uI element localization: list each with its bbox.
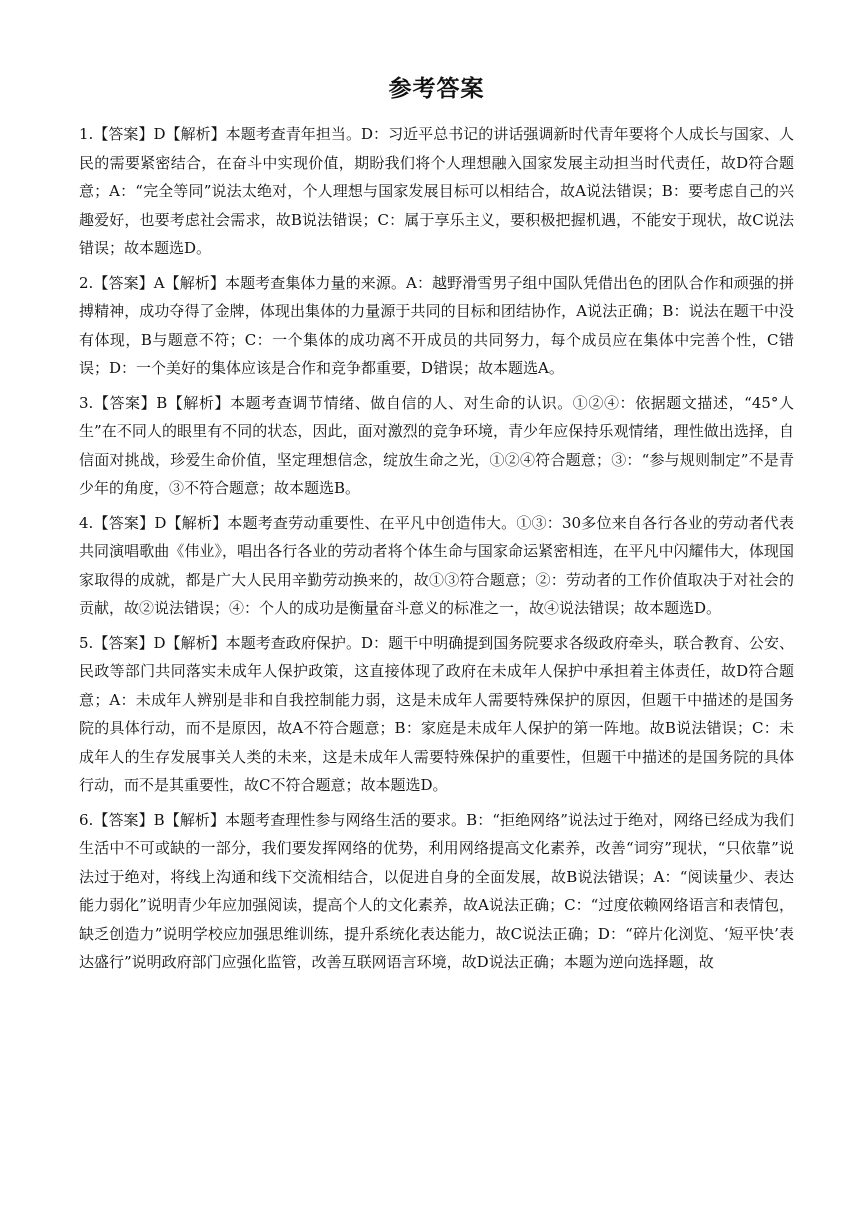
answer-item-4: 4.【答案】D【解析】本题考查劳动重要性、在平凡中创造伟大。①③：30多位来自各行各业的劳动者代表共同演唱歌曲《伟业》，唱出各行各业的劳动者将个体生命与国家命运紧密相连，在平凡中闪耀伟大，体现国家取得的成就，都是广大人民用辛勤劳动换来的，故①③符合题意；②：劳动者的工作价值取决于对社会的贡献，故②说法错误；④：个人的成功是衡量奋斗意义的标准之一，故④说法错误；故本题选D。 bbox=[79, 513, 794, 617]
answer-item-6: 6.【答案】B【解析】本题考查理性参与网络生活的要求。B：“拒绝网络”说法过于绝对，网络已经成为我们生活中不可或缺的一部分，我们要发挥网络的优势，利用网络提高文化素养，改善“词穷”现状，“只依靠”说法过于绝对，将线上沟通和线下交流相结合，以促进自身的全面发展，故B说法错误；A：“阅读量少、表达能力弱化”说明青少年应加强阅读，提高个人的文化素养，故A说法正确；C：“过度依赖网络语言和表情包，缺乏创造力”说明学校应加强思维训练，提升系统化表达能力，故C说法正确；D：“碎片化浏览、‘短平快’表达盛行”说明政府部门应强化监管，改善互联网语言环境，故D说法正确；本题为逆向选择题，故 bbox=[79, 810, 794, 971]
answer-item-5: 5.【答案】D【解析】本题考查政府保护。D：题干中明确提到国务院要求各级政府牵头，联合教育、公安、民政等部门共同落实未成年人保护政策，这直接体现了政府在未成年人保护中承担着主体责任，故D符合题意；A：未成年人辨别是非和自我控制能力弱，这是未成年人需要特殊保护的原因，但题干中描述的是国务院的具体行动，而不是原因，故A不符合题意；B：家庭是未成年人保护的第一阵地。故B说法错误；C：未成年人的生存发展事关人类的未来，这是未成年人需要特殊保护的重要性，但题干中描述的是国务院的具体行动，而不是其重要性，故C不符合题意；故本题选D。 bbox=[79, 633, 794, 794]
answer-item-2: 2.【答案】A【解析】本题考查集体力量的来源。A：越野滑雪男子组中国队凭借出色的团队合作和顽强的拼搏精神，成功夺得了金牌，体现出集体的力量源于共同的目标和团结协作，A说法正确；B：说法在题干中没有体现，B与题意不符；C：一个集体的成功离不开成员的共同努力，每个成员应在集体中完善个性，C错误；D：一个美好的集体应该是合作和竞争都重要，D错误；故本题选A。 bbox=[79, 273, 794, 377]
page-title: 参考答案 bbox=[388, 76, 485, 102]
answer-item-1: 1.【答案】D【解析】本题考查青年担当。D：习近平总书记的讲话强调新时代青年要将个人成长与国家、人民的需要紧密结合，在奋斗中实现价值，期盼我们将个人理想融入国家发展主动担当时代责任，故D符合题意；A：“完全等同”说法太绝对，个人理想与国家发展目标可以相结合，故A说法错误；B：要考虑自己的兴趣爱好，也要考虑社会需求，故B说法错误；C：属于享乐主义，要积极把握机遇，不能安于现状，故C说法错误；故本题选D。 bbox=[79, 125, 794, 257]
answer-item-3: 3.【答案】B【解析】本题考查调节情绪、做自信的人、对生命的认识。①②④：依据题文描述，“45°人生”在不同人的眼里有不同的状态，因此，面对激烈的竞争环境，青少年应保持乐观情绪，理性做出选择，自信面对挑战，珍爱生命价值，坚定理想信念，绽放生命之光，①②④符合题意；③：“参与规则制定”不是青少年的角度，③不符合题意；故本题选B。 bbox=[79, 393, 794, 497]
